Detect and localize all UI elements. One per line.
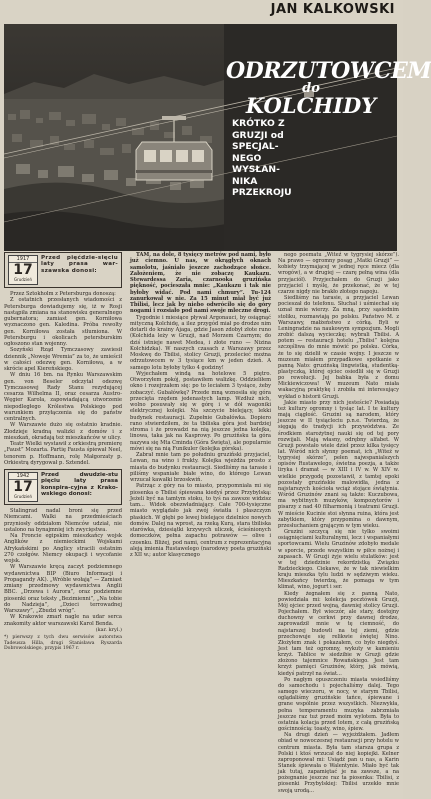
article-paragraph: Jakie miasto przy nich jesteście? Posiadają też kultury ogromny i tysiąc lat. I te kultury mają ciągłość. Gruzini są narodem, który jeszcze w II tysiącleciu p.n.e. Twierdzą, że sięgają do tradycji ich przywództwa. Ze środkiem starożytnej nauki się od tej pory rozwijali. Mają własny, odrębny alfabet. W Gruzji powstało wiele dzieł przez kilka tysięcy lat. Wśród nich słynny poemat, ich „Witeź w tygrysiej skórze”, pełen najwspanialszych opisów Rustawelego, świetna poezja, a także liryka i dramat — w XIII i IV w. W XIV w. wielkie przygodę pozostawił, z tamtej epoki pozostały gruzińskie malowidła, jedna z najstarszych kościoła wciąż stojące świątynia. Wśród Gruzinów znani są także: Kuczubowa, ma wybitnych muzyków, kompozytorów i pisarzy z nad 40 filharmonią i teatrami Gruzji. W mieście Kucinie stoi słynna ruina, która jest zabytkiem, który przypomina o dawnym, przesłuchaniem grającym w tym wieku.: [278, 399, 399, 529]
news-paragraph: Teatr Wielki wystawił z orkiestrą premierę „Faust” Mozarta. Partię Fausta śpiewał Neel, tenorem p. Hoffmann, rolę Małgorzaty p. Orkiestrą dyrygował p. Sztendel.: [4, 441, 122, 466]
article-paragraph: Wyjechałem windą na hotelowe 5 piętro. Otworzyłem pokój, postawiłem walizkę. Oddzieliłem okno i rozejrzałem się: po to leciałem 3 tysiące, żeby zobaczyć. Gubałówkę? Przede mną wznosiła się góra przecięta rzędem jedenastych lamp. Wzdłuż nich, wolno posuwały się w górę i w dół wagoniki elektrycznej kolejki. Na szczycie bielejący, lekki budynek restauracji. Zupełnie Gubałówka. Dopiero rano stwierdziłem, że ta tbiliska góra jest bardziej stroma i że prowadzi na nią jeszcze jedna kolejka, linowa, taka jak na Kasprowy. Po gruzińsku ta góra nazywa się Mta Cminda (Góra Święta), ale popularnie mówi się na nią Funikuler (kolejka górska).: [130, 370, 271, 452]
news-paragraph: Z ostatnich przesłanych wiadomości z Petersburga dowiadujemy się, iż w Rosji nastąpiła zmiana na stanowisku generalnego gubernatora; zamiast gen. Korniłowa wyznaczono gen. Kaledina. Próba rewolty gen. Korniłowa została stłumiona. W Petersburgu i okolicach petersburskim ogłoszono stan wojenny.: [4, 297, 122, 347]
calendar-month: Grudzień: [13, 277, 33, 282]
article-paragraph: Patrząc z góry na to miasto, przypomniała mi się piosenka o Tbilisi śpiewana kiedyś przez Przybylską: Jeżeli być na tamtym stoku, to tyś na zawsze widzisz tam... Widok obezwładniający. Całe 700-tysięczne miasto wyglądało jak zwój światła i płaszczyzn płaskich. W głębi po lewej bielejące dzielnice nowych domów. Dalej na wprost, za rzeką Kurą, stara tbiliska starówka, dziesiątki krzywych uliczek, ścieśnionych domeczków, pełna zapachu potrawów — olive i czosnku. Bliżej, pod nami, centrum z reprezentacyjną aleją imienia Rustawelego (narodowy poeta gruziński z XII w.; autor klasycznego: [130, 483, 271, 558]
news-paragraph: W Warszawie kręcą zaczyt podziemnego wydawnictwa BIP (Biuro Informacji i Propagandy AK). „Wróble wołają” — Zamiast zmiany przedmowy wydawnictwa Anglii BBC. „Drzewa i Aurora”, oraz podziemne piosenki oraz teksty „Bezimienni”, „Na tobie do Nadzieja”, „Dzieci terrowadnej Warszawy”, „Zbudzi wróg”.: [4, 564, 122, 614]
news-paragraph: Sozyński Rząd Tymczasowy zawiesił dziennik „Nowoje Wremia” za to, że umieścił w całości odezwę gen. Korniłowa, a w skrócie apel Kiereńskiego.: [4, 347, 122, 372]
title-line-1: ODRZUTOWCEM: [226, 58, 431, 84]
calendar-icon: [8, 255, 38, 285]
author-name: JAN KALKOWSKI: [270, 2, 395, 17]
article-paragraph: Siedliśmy na tarasie, a przyjaciel Lewan pocieszał do telefonu. Słuchał i uśmiechał się uznał mnie wierzy. Za mną, przy sąsiednim stoliku, rozmawiają po polsku. Państwo M. z Warszawy, małżeństwo z córką. Byli w Leningradzie na naukowym sympozjum. Mogli zrobić dalszą wycieczkę; wybrali Tbilisi. A potem — restauracji hotelu „Tbilisi” kolejna szczęśliwa do mnie mówić po polsku. Córka, że to się dzielił w czasie wojny. I jeszcze w muzeum miałem przypadkowe spotkanie z panną Nato: gruzińską lingwistką, studentką-plastyczką, której ojciec osiedlił się w Gruzji po rewolucji. Jej babka była z domu Mickiewiczowa! W muzeum Nato miała wakacyjną praktykę i zrobiła mi interesujący wykład o historii Gruzji.: [278, 295, 399, 400]
news-paragraph: W Krakowie zmarł nagle na udar serca znakomity aktor warszawski Karol Benda.: [4, 614, 122, 627]
calendar-column: [4, 252, 122, 652]
article-paragraph: TAM, na dole, 8 tysięcy metrów pod nami, było już ciemno. U nas, w okrągłych oknach samolotu, jaśniało jeszcze zachodzące słońce. Założeniem, że nie zobaczę Kaukazu. Stewardessa Zaria, czarnooka gruzińska piękność, pocieszała mnie: „Kaukazu i tak nie byłoby widać. Pod nami chmury”. Tu-124 zanurkował w nie. Za 15 minut miał być już Tbilisi, lecz jak by niebo odwróciło się do góry nogami i rozsiało pod nami swoje mleczne drogi.: [130, 252, 271, 315]
calendar-month: Grudzień: [13, 494, 33, 499]
news-paragraph: W dniu 16 bm. na Rynku Warszawskim gen. von Beseler odczytał odezwę Tymczasowej Rady Stanu rezydującej cesarza Wilhelma II, oraz cesarza Austro-Węgier Karola, zapowiadającą utworzenie niepodległego Królestwa Polskiego pod warunkiem przyłączenia się do państw centralnych.: [4, 372, 122, 422]
calendar-icon: [8, 472, 38, 502]
news-paragraph: Stalingrad nadal broni się przed Niemcami. Walki na przedmieściach przyniosły oddziałom Niemców udział, nie ustalono na bynajmniej ich zwycięstwa.: [4, 508, 122, 533]
calendar-lead: Przed pięćdzie-sięciu laty prasa war-szawska donosi:: [41, 255, 118, 274]
article-paragraph: Kiedy żegnałem się z panną Nato, powiedziała mi: kolekcja pocztówek Gruzji, Mój ojciec przed wojną, dawniej stolicy Gruzji. Pojechałem. Był wieczór, ale stary, dostojny duchowny w cerkwi przy dawnej drodze, zaprowadził mnie w tę ciemność, do najstarszej budowli na tej ziemi, gdzie przechowuje się relikwie świętej Nino. Złożyłem znak i pokazałem, co było niegdyś. Jest tam też ogromny, wykuty w kamieniu krzyż. Tablice w siedzibie w Gruzji gdzie złożono tajemnice Rowańskiego. Jest tam krzyż pamięci Gruzinów, który, jak mówią, kiedyś patrzył na świat...: [278, 590, 399, 677]
article-subtitle: KRÓTKO Z GRUZJI od SPECJAL-NEGO WYSŁAN-NIKA PRZEKROJU: [232, 118, 292, 198]
title-line-3: KOLCHIDY: [245, 93, 377, 118]
news-paragraph: Przez Sztokholm z Petersburga donoszą:: [10, 291, 116, 297]
article-paragraph: Tygodnie i miesiące pływał Argonauci, by osiągnąć mityczną Kolchidę, a ilez przygód miał po drodze nim dotarli do krainy Ajaga, gdzie Jason zdobył złote runo (Kolchida leży w Gruzji, nad Morzem Czarnym; do dziś istnieje nawet Medea, i złote runo — Nizina Kolchidzka). W naszych czasach z Warszawy przez Moskwę do Tbilisi, stolicy Gruzji, przelecieć można odrzutowcem w 3 tysiące km w jeden dzień. A samego lotu byłoby tylko 4 godziny!: [130, 314, 271, 371]
article-column-2: [130, 252, 271, 558]
news-paragraph: Na Froncie egipskim mieszkańcy wojsk Anglików z niemieckimi Wojskami Afrykańskimi po Anglicy stracili ostatnim 270 czołgów. Niemcy okupacji i wycofanie wojsk.: [4, 533, 122, 564]
news-paragraph: W Warszawie dużo się ostatnio kradnie. Złodzieje kradną walizki z domów i z mieszkań, okradają też mieszkańców w ulicy.: [4, 422, 122, 441]
article-paragraph: Po nagłym opuszczeniu miasta wsiedliśmy do samochodu i pojechaliśmy dalej. Tego samego wieczoru, w nocy, w starym Tbilisi, oglądaliśmy gruzińskie tańce, śpiewane i grane wspólnie przez wszystkich. Niezwykła, pełna temperamentu muzyka zabrzmiała jeszcze raz tuż przed moim wylotem. Była to ostatnia kolacja przed lotem, z całą gruzińską gościnnością: toasty, wino, śpiew.: [278, 676, 399, 733]
calendar-year: 1942: [9, 473, 37, 480]
calendar-box-1942: [4, 469, 122, 505]
calendar-day: 17: [13, 262, 33, 278]
article-paragraph: nego poematu „Witeź w tygrysiej skórze”). Na prawo — ogromny posąg „Matki Gruzji” — kobiety trzymającej w jednej ręce miecz (dla wrogów), a w drugiej — czarę pełną wina (dla przyjaciół). Przyjechałem do Gruzji jako przyjaciel i myślę, że przekonać, że w tej czarze nigdy nie brakło złotego napoju.: [278, 252, 399, 295]
calendar-year: 1917: [9, 256, 37, 263]
title-line-2: do: [302, 81, 320, 96]
article-column-3: [278, 252, 399, 794]
article-paragraph: Zabrał mnie tam po południu gruziński przyjaciel, Lewan, na wino i frukty. Kolejka wjeżdża prosto z miasta do budynku restauracji. Siedliśmy na tarasie i piliśmy wspaniałe białe wino, do którego Lewan wrzucał kawałki brzoskwiń.: [130, 452, 271, 483]
calendar-day: 17: [13, 479, 33, 495]
calendar-lead: Przed dwudzie-stu pięciu laty prasa konspira-cyjna z Krako-wskiego donosi:: [41, 472, 118, 498]
news-signature: (kar. kryl.): [95, 626, 122, 633]
calendar-box-1917: [4, 252, 122, 288]
footnote: *) pierwszy z tych dwu serwisów autorstwa Tadeusza Hilla, drugi Stanisława Ryszarda Dobrowolskiego, przypis 1967 r.: [4, 635, 122, 652]
article-paragraph: Na drugi dzień — wyjeżdżałem. Jadłem obiad w nowoczesnej restauracji przy hotelu w centrum miasta. Była tam starsza grupa z Polski i ktoś wrzucał do niej kopiejki. Kelner zaproponował mi: Usiądź pan u nas, a Karin Stanek śpiewała o Walentynie. Miało być tak jak tutaj, zapamiętać je na zawsze, a na pożegnanie jeszcze raz ta piosenka: Tbilisi, z piosenki Przybylskiej: Tbilisi urzekło mnie swoją urodą...: [278, 732, 399, 794]
article-title: [226, 58, 431, 118]
article-paragraph: Gruzini szczycą się nie tylko swoimi osiągnięciami kulturalnymi, lecz i wspaniałymi sportowcami. Wielu Gruzinów zdobyło medale w sporcie, przede wszystkim w piłce nożnej i zapasach. W Gruzji żyje wielu stulatków: jest w tej dziedzinie rekordzistką Związku Radzieckiego. Ciekawe, że w tak niewielkim kraju mieszka tylu ludzi w sędziwym wieku. Mieszkańcy twierdzą, że pomaga w tym klimat, wino, jogurt i ser.: [278, 529, 399, 591]
